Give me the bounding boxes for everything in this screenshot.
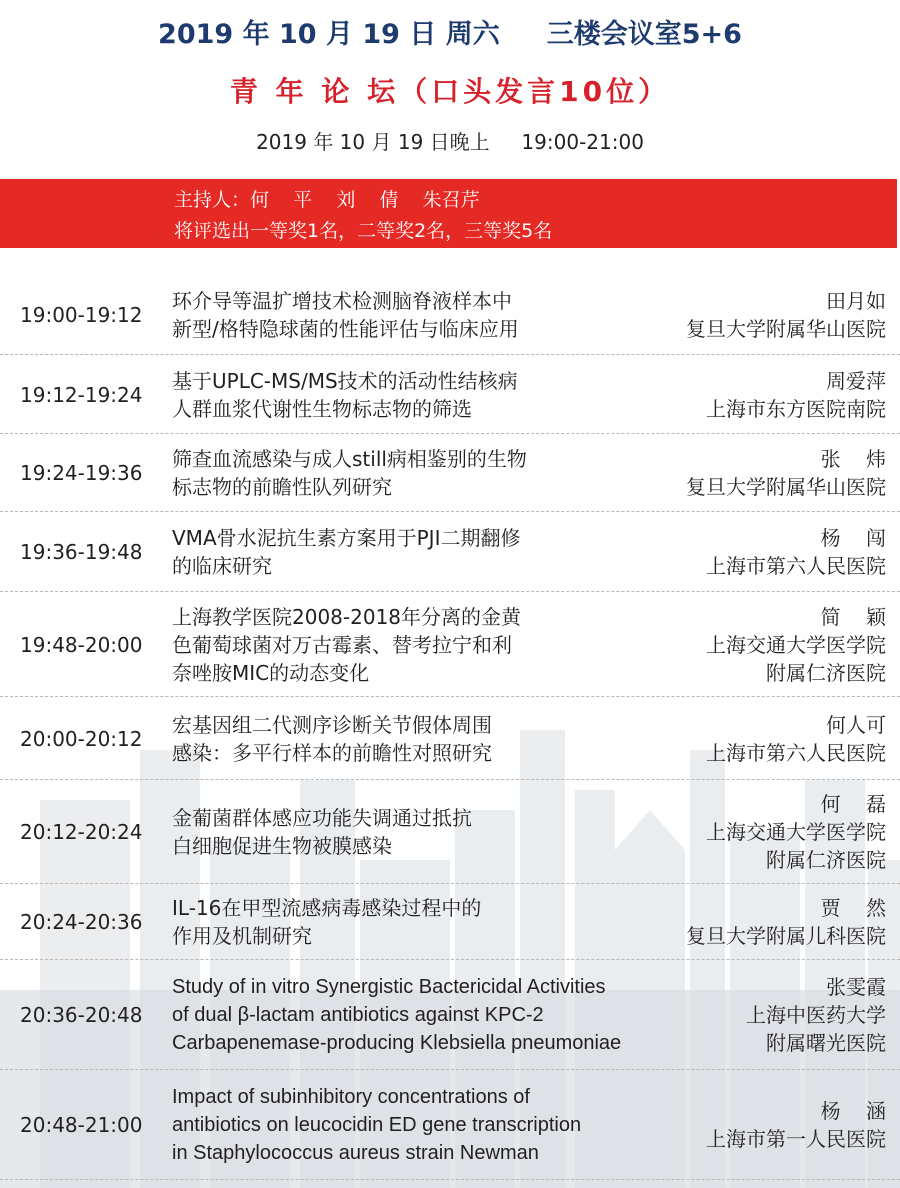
speaker-affiliation: 上海市第一人民医院 (706, 1127, 886, 1151)
speaker-name: 张雯霞 (826, 975, 886, 999)
agenda-title (172, 804, 672, 860)
agenda-row (0, 512, 900, 592)
agenda-title-line: of dual β-lactam antibiotics against KPC-2 (172, 1004, 544, 1026)
agenda-title (172, 287, 672, 343)
speaker-name: 贾 然 (820, 896, 886, 920)
agenda-time: 20:48-21:00 (20, 1113, 143, 1137)
speaker-affiliation: 上海交通大学医学院 (706, 820, 886, 844)
agenda-title-line: 宏基因组二代测序诊断关节假体周围 (172, 712, 492, 737)
speaker-affiliation: 上海交通大学医学院 (706, 632, 886, 657)
agenda-time: 19:00-19:12 (20, 303, 143, 327)
agenda-title-line: 新型/格特隐球菌的性能评估与临床应用 (172, 317, 519, 341)
agenda-title-line: Carbapenemase-producing Klebsiella pneumoniae (172, 1032, 622, 1054)
speaker-affiliation: 附属仁济医院 (766, 660, 886, 685)
forum-title: 青 年 论 坛（口头发言10位） (229, 75, 671, 108)
agenda-title-line: 上海教学医院2008-2018年分离的金黄 (172, 604, 522, 629)
agenda-title-line: 作用及机制研究 (172, 924, 312, 948)
agenda-title (172, 445, 672, 501)
agenda-title (172, 973, 672, 1057)
speaker-affiliation: 复旦大学附属华山医院 (686, 475, 886, 499)
row-divider (0, 1179, 900, 1180)
agenda-title-line: 金葡菌群体感应功能失调通过抵抗 (172, 806, 472, 830)
agenda-title (172, 603, 672, 687)
speaker-affiliation: 上海市东方医院南院 (706, 396, 886, 421)
speaker-name: 田月如 (826, 289, 886, 313)
awards-text: 将评选出一等奖1名，二等奖2名，三等奖5名 (174, 220, 553, 242)
speaker-affiliation: 复旦大学附属华山医院 (686, 317, 886, 341)
agenda-row (0, 1070, 900, 1180)
agenda-row (0, 960, 900, 1070)
agenda-title-line: 筛查血流感染与成人still病相鉴别的生物 (172, 447, 527, 471)
speaker-affiliation: 附属曙光医院 (766, 1031, 886, 1055)
speaker-name: 何人可 (826, 712, 886, 737)
agenda-title-line: antibiotics on leucocidin ED gene transcription (172, 1114, 582, 1136)
agenda-title-line: VMA骨水泥抗生素方案用于PJI二期翻修 (172, 526, 521, 550)
speaker-name: 何 磊 (820, 792, 886, 816)
agenda-title (172, 1083, 672, 1167)
agenda-speaker (656, 711, 886, 767)
agenda-row (0, 884, 900, 960)
agenda-title-line: Study of in vitro Synergistic Bactericidal Activities (172, 976, 606, 998)
hosts-text: 主持人：何 平 刘 倩 朱召芹 (174, 189, 480, 211)
agenda-title (172, 894, 672, 950)
agenda-time: 19:24-19:36 (20, 461, 143, 485)
speaker-affiliation: 上海市第六人民医院 (706, 554, 886, 578)
agenda-title-line: 人群血浆代谢性生物标志物的筛选 (172, 396, 472, 421)
agenda-title-line: 奈唑胺MIC的动态变化 (172, 660, 370, 685)
speaker-name: 杨 闯 (820, 526, 886, 550)
agenda-row (0, 434, 900, 512)
agenda-row (0, 780, 900, 884)
date-room-heading: 2019 年 10 月 19 日 周六 三楼会议室5+6 (158, 19, 742, 50)
agenda-time: 19:12-19:24 (20, 382, 143, 407)
agenda-title-line: IL-16在甲型流感病毒感染过程中的 (172, 896, 482, 920)
agenda-time: 20:12-20:24 (20, 820, 143, 844)
agenda-title-line: in Staphylococcus aureus strain Newman (172, 1142, 539, 1164)
agenda-title (172, 367, 672, 423)
agenda-title-line: 标志物的前瞻性队列研究 (172, 475, 392, 499)
speaker-affiliation: 上海市第六人民医院 (706, 740, 886, 765)
agenda-speaker (656, 603, 886, 687)
agenda-title-line: 基于UPLC-MS/MS技术的活动性结核病 (172, 368, 518, 393)
agenda-speaker (656, 445, 886, 501)
agenda-title-line: 白细胞促进生物被膜感染 (172, 834, 392, 858)
agenda-time: 19:36-19:48 (20, 540, 143, 564)
agenda-time: 20:24-20:36 (20, 910, 143, 934)
speaker-affiliation: 附属仁济医院 (766, 848, 886, 872)
agenda-row (0, 355, 900, 434)
session-time: 2019 年 10 月 19 日晚上 19:00-21:00 (256, 130, 644, 154)
speaker-name: 简 颖 (820, 604, 886, 629)
agenda-speaker (656, 973, 886, 1057)
agenda-time: 20:36-20:48 (20, 1003, 143, 1027)
agenda-row (0, 275, 900, 355)
agenda-title-line: 感染：多平行样本的前瞻性对照研究 (172, 740, 492, 765)
agenda-row (0, 697, 900, 780)
agenda-speaker (656, 287, 886, 343)
agenda-speaker (656, 1097, 886, 1153)
speaker-affiliation: 上海中医药大学 (746, 1003, 886, 1027)
agenda-title-line: Impact of subinhibitory concentrations of (172, 1086, 530, 1108)
agenda-title-line: 色葡萄球菌对万古霉素、替考拉宁和利 (172, 632, 512, 657)
agenda-title (172, 524, 672, 580)
agenda-speaker (656, 894, 886, 950)
agenda-speaker (656, 367, 886, 423)
agenda-title (172, 711, 672, 767)
speaker-name: 杨 涵 (820, 1099, 886, 1123)
agenda-time: 19:48-20:00 (20, 632, 143, 657)
speaker-name: 张 炜 (820, 447, 886, 471)
speaker-affiliation: 复旦大学附属儿科医院 (686, 924, 886, 948)
agenda-row (0, 592, 900, 697)
agenda-speaker (656, 790, 886, 874)
agenda-time: 20:00-20:12 (20, 726, 143, 751)
agenda-title-line: 环介导等温扩增技术检测脑脊液样本中 (172, 289, 512, 313)
agenda-speaker (656, 524, 886, 580)
agenda-title-line: 的临床研究 (172, 554, 272, 578)
speaker-name: 周爱萍 (826, 368, 886, 393)
